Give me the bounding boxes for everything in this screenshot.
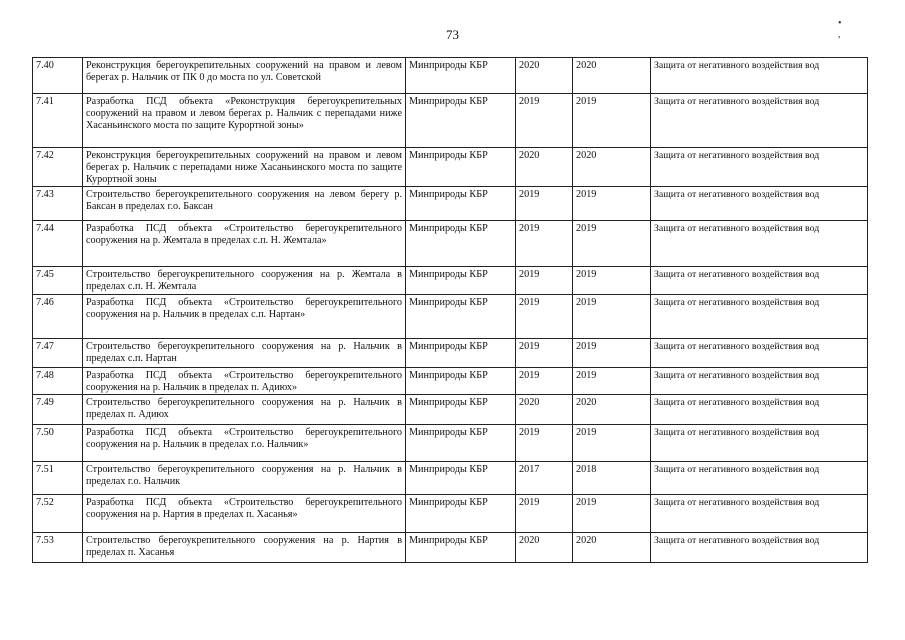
page-number: 73 (446, 27, 459, 42)
measure-name: Строительство берегоукрепительного сооружения на р. Нальчик в пределах п. Адиюх (83, 395, 406, 425)
start-year: 2019 (516, 267, 573, 295)
expected-result: Защита от негативного воздействия вод (651, 187, 868, 221)
responsible-agency: Минприроды КБР (406, 187, 516, 221)
table-row (33, 221, 868, 267)
table-row (33, 187, 868, 221)
expected-result: Защита от негативного воздействия вод (651, 221, 868, 267)
end-year: 2019 (573, 495, 651, 533)
responsible-agency: Минприроды КБР (406, 533, 516, 563)
row-number: 7.48 (33, 368, 83, 395)
measure-name: Строительство берегоукрепительного сооружения на левом берегу р. Баксан в пределах г.о. Баксан (83, 187, 406, 221)
table-row (33, 148, 868, 187)
expected-result: Защита от негативного воздействия вод (651, 58, 868, 94)
measure-name: Разработка ПСД объекта «Строительство берегоукрепительного сооружения на р. Нальчик в пределах п. Адиюх» (83, 368, 406, 395)
start-year: 2019 (516, 187, 573, 221)
end-year: 2020 (573, 395, 651, 425)
expected-result: Защита от негативного воздействия вод (651, 148, 868, 187)
responsible-agency: Минприроды КБР (406, 295, 516, 339)
expected-result: Защита от негативного воздействия вод (651, 94, 868, 148)
measure-name: Разработка ПСД объекта «Строительство берегоукрепительного сооружения на р. Нальчик в пределах с.п. Нартан» (83, 295, 406, 339)
start-year: 2019 (516, 425, 573, 462)
expected-result: Защита от негативного воздействия вод (651, 533, 868, 563)
row-number: 7.42 (33, 148, 83, 187)
responsible-agency: Минприроды КБР (406, 368, 516, 395)
responsible-agency: Минприроды КБР (406, 58, 516, 94)
responsible-agency: Минприроды КБР (406, 495, 516, 533)
table-row (33, 267, 868, 295)
end-year: 2020 (573, 533, 651, 563)
start-year: 2019 (516, 94, 573, 148)
start-year: 2019 (516, 295, 573, 339)
row-number: 7.46 (33, 295, 83, 339)
table-row (33, 462, 868, 495)
responsible-agency: Минприроды КБР (406, 339, 516, 368)
start-year: 2019 (516, 368, 573, 395)
measure-name: Разработка ПСД объекта «Строительство берегоукрепительного сооружения на р. Жемтала в пределах с.п. Н. Жемтала» (83, 221, 406, 267)
expected-result: Защита от негативного воздействия вод (651, 395, 868, 425)
row-number: 7.44 (33, 221, 83, 267)
measures-table-body (33, 58, 868, 563)
measure-name: Строительство берегоукрепительного сооружения на р. Нальчик в пределах г.о. Нальчик (83, 462, 406, 495)
expected-result: Защита от негативного воздействия вод (651, 339, 868, 368)
end-year: 2019 (573, 368, 651, 395)
row-number: 7.50 (33, 425, 83, 462)
table-row (33, 533, 868, 563)
table-row (33, 425, 868, 462)
responsible-agency: Минприроды КБР (406, 395, 516, 425)
expected-result: Защита от негативного воздействия вод (651, 267, 868, 295)
row-number: 7.41 (33, 94, 83, 148)
responsible-agency: Минприроды КБР (406, 267, 516, 295)
start-year: 2019 (516, 221, 573, 267)
responsible-agency: Минприроды КБР (406, 148, 516, 187)
row-number: 7.45 (33, 267, 83, 295)
responsible-agency: Минприроды КБР (406, 94, 516, 148)
measure-name: Реконструкция берегоукрепительных сооружений на правом и левом берегах р. Нальчик от ПК 0 до моста по ул. Советской (83, 58, 406, 94)
expected-result: Защита от негативного воздействия вод (651, 495, 868, 533)
row-number: 7.53 (33, 533, 83, 563)
row-number: 7.51 (33, 462, 83, 495)
table-row (33, 339, 868, 368)
row-number: 7.49 (33, 395, 83, 425)
end-year: 2019 (573, 267, 651, 295)
table-row (33, 58, 868, 94)
measure-name: Разработка ПСД объекта «Строительство берегоукрепительного сооружения на р. Нартия в пределах п. Хасанья» (83, 495, 406, 533)
start-year: 2019 (516, 495, 573, 533)
start-year: 2017 (516, 462, 573, 495)
end-year: 2020 (573, 148, 651, 187)
start-year: 2019 (516, 339, 573, 368)
end-year: 2019 (573, 425, 651, 462)
end-year: 2019 (573, 339, 651, 368)
responsible-agency: Минприроды КБР (406, 425, 516, 462)
start-year: 2020 (516, 395, 573, 425)
row-number: 7.52 (33, 495, 83, 533)
measure-name: Реконструкция берегоукрепительных сооружений на правом и левом берегах р. Нальчик с перепадами ниже Хасаньинского моста по защите Курортной зоны (83, 148, 406, 187)
table-row (33, 395, 868, 425)
row-number: 7.43 (33, 187, 83, 221)
scan-marks: • , (838, 18, 866, 40)
measure-name: Разработка ПСД объекта «Реконструкция берегоукрепительных сооружений на правом и левом берегах р. Нальчик с перепадами ниже Хасаньинского моста по защите Курортной зоны» (83, 94, 406, 148)
responsible-agency: Минприроды КБР (406, 221, 516, 267)
measure-name: Строительство берегоукрепительного сооружения на р. Жемтала в пределах с.п. Н. Жемтала (83, 267, 406, 295)
expected-result: Защита от негативного воздействия вод (651, 425, 868, 462)
row-number: 7.47 (33, 339, 83, 368)
table-row (33, 368, 868, 395)
end-year: 2019 (573, 295, 651, 339)
expected-result: Защита от негативного воздействия вод (651, 368, 868, 395)
expected-result: Защита от негативного воздействия вод (651, 295, 868, 339)
row-number: 7.40 (33, 58, 83, 94)
end-year: 2019 (573, 187, 651, 221)
end-year: 2018 (573, 462, 651, 495)
end-year: 2020 (573, 58, 651, 94)
measure-name: Строительство берегоукрепительного сооружения на р. Нальчик в пределах с.п. Нартан (83, 339, 406, 368)
table-row (33, 94, 868, 148)
end-year: 2019 (573, 221, 651, 267)
end-year: 2019 (573, 94, 651, 148)
measures-table (32, 57, 868, 563)
measure-name: Строительство берегоукрепительного сооружения на р. Нартия в пределах п. Хасанья (83, 533, 406, 563)
measure-name: Разработка ПСД объекта «Строительство берегоукрепительного сооружения на р. Нальчик в пределах г.о. Нальчик» (83, 425, 406, 462)
start-year: 2020 (516, 58, 573, 94)
responsible-agency: Минприроды КБР (406, 462, 516, 495)
start-year: 2020 (516, 148, 573, 187)
start-year: 2020 (516, 533, 573, 563)
table-row (33, 295, 868, 339)
expected-result: Защита от негативного воздействия вод (651, 462, 868, 495)
table-row (33, 495, 868, 533)
